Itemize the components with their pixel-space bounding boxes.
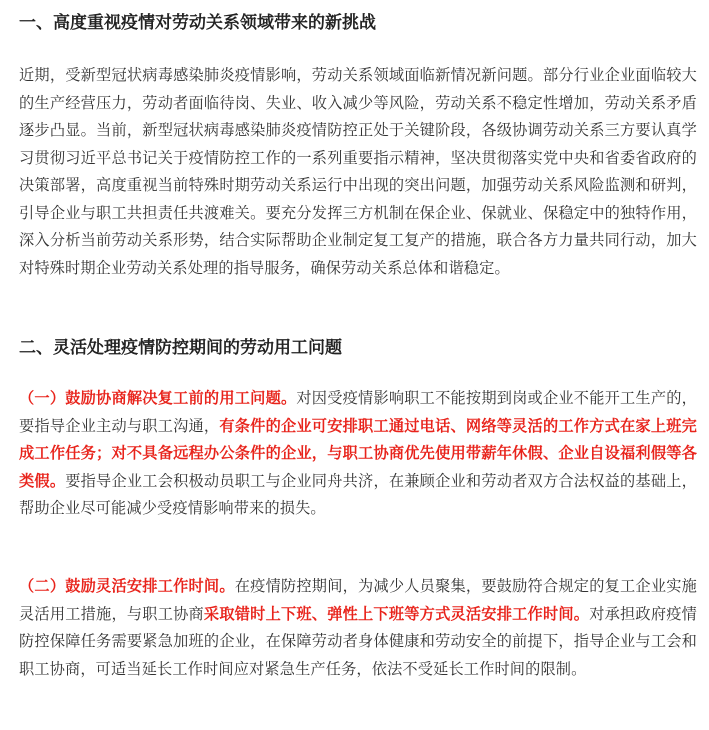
item-2-highlight: 采取错时上下班、弹性上下班等方式灵活安排工作时间。 xyxy=(203,604,590,623)
item-1-text-b: 要指导企业工会积极动员职工与企业同舟共济，在兼顾企业和劳动者双方合法权益的基础上，帮助企业尽可能减少受疫情影响带来的损失。 xyxy=(19,471,697,517)
item-2-text-b: 对承担政府疫情防控保障任务需要紧急加班的企业，在保障劳动者身体健康和劳动安全的前提下，指导企业与工会和职工协商，可适当延长工作时间应对紧急生产任务，依法不受延长工作时间的限制。 xyxy=(19,604,697,678)
item-2-paragraph xyxy=(19,573,697,683)
item-2-text-a: 在疫情防控期间，为减少人员聚集，要鼓励符合规定的复工企业实施灵活用工措施，与职工协商 xyxy=(19,577,697,623)
item-1-highlight: 有条件的企业可安排职工通过电话、网络等灵活的工作方式在家上班完成工作任务；对不具备远程办公条件的企业，与职工协商优先使用带薪年休假、企业自设福利假等各类假。 xyxy=(19,416,697,490)
item-1-text-a: 对因受疫情影响职工不能按期到岗或企业不能开工生产的，要指导企业主动与职工沟通， xyxy=(19,389,697,435)
section-1-paragraph: 近期，受新型冠状病毒感染肺炎疫情影响，劳动关系领域面临新情况新问题。部分行业企业面临较大的生产经营压力，劳动者面临待岗、失业、收入减少等风险，劳动关系不稳定性增加，劳动关系矛盾逐步凸显。当前，新型冠状病毒感染肺炎疫情防控正处于关键阶段，各级协调劳动关系三方要认真学习贯彻习近平总书记关于疫情防控工作的一系列重要指示精神，坚决贯彻落实党中央和省委省政府的决策部署，高度重视当前特殊时期劳动关系运行中出现的突出问题，加强劳动关系风险监测和研判，引导企业与职工共担责任共渡难关。要充分发挥三方机制在保企业、保就业、保稳定中的独特作用，深入分析当前劳动关系形势，结合实际帮助企业制定复工复产的措施，联合各方力量共同行动，加大对特殊时期企业劳动关系处理的指导服务，确保劳动关系总体和谐稳定。 xyxy=(19,66,697,277)
item-2-title: （二）鼓励灵活安排工作时间。 xyxy=(19,577,235,595)
section-heading-2: 二、灵活处理疫情防控期间的劳动用工问题 xyxy=(19,338,342,358)
item-1-paragraph xyxy=(19,385,697,523)
item-1-title: （一）鼓励协商解决复工前的用工问题。 xyxy=(19,389,297,407)
section-heading-1: 一、高度重视疫情对劳动关系领域带来的新挑战 xyxy=(19,13,376,33)
